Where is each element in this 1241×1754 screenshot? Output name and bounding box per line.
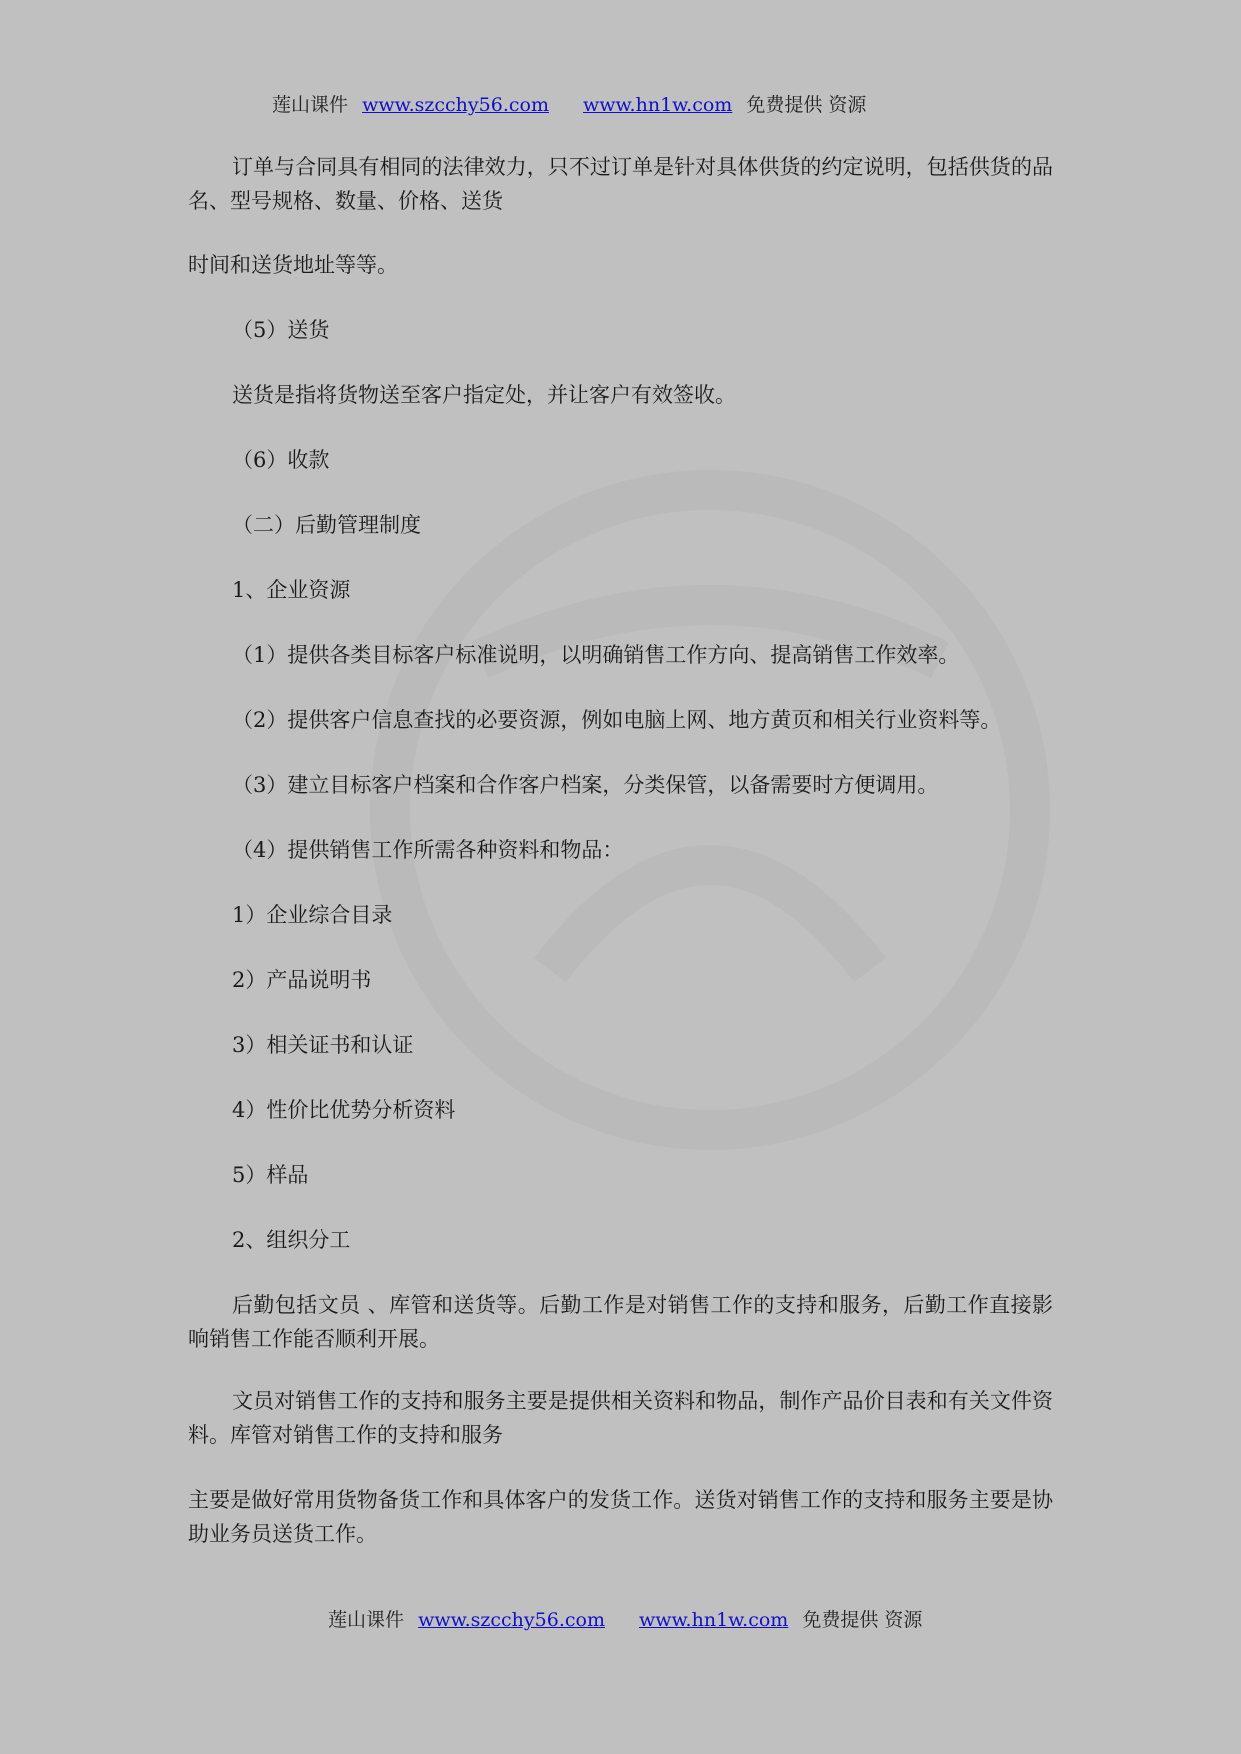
footer-link-hn1w[interactable]: www.hn1w.com [639,1609,789,1631]
footer-site-name: 莲山课件 [328,1609,405,1631]
header-tail: 免费提供 资源 [746,94,867,116]
subsection-resources: 1、企业资源 [232,578,351,602]
sub-list-item-1: 1）企业综合目录 [232,903,393,927]
page-header [272,90,866,117]
paragraph-order-cont: 时间和送货地址等等。 [188,253,398,277]
heading-collection: （6）收款 [232,448,330,472]
subsection-division: 2、组织分工 [232,1228,351,1252]
header-link-hn1w[interactable]: www.hn1w.com [583,94,733,116]
sub-list-item-5: 5）样品 [232,1163,309,1187]
sub-list-item-3: 3）相关证书和认证 [232,1033,414,1057]
sub-list-item-2: 2）产品说明书 [232,968,372,992]
header-site-name: 莲山课件 [272,94,349,116]
page-footer [328,1605,922,1632]
paragraph-logistics-scope: 后勤包括文员 、库管和送货等。后勤工作是对销售工作的支持和服务，后勤工作直接影响销售工作能否顺利开展。 [188,1293,1053,1351]
list-item-1: （1）提供各类目标客户标准说明，以明确销售工作方向、提高销售工作效率。 [232,643,960,667]
sub-list-item-4: 4）性价比优势分析资料 [232,1098,456,1122]
list-item-2: （2）提供客户信息查找的必要资源，例如电脑上网、地方黄页和相关行业资料等。 [232,708,1002,732]
footer-link-szcchy56[interactable]: www.szcchy56.com [418,1609,605,1631]
header-link-szcchy56[interactable]: www.szcchy56.com [362,94,549,116]
paragraph-warehouse-support: 主要是做好常用货物备货工作和具体客户的发货工作。送货对销售工作的支持和服务主要是协助业务员送货工作。 [188,1488,1053,1546]
list-item-4: （4）提供销售工作所需各种资料和物品： [232,838,624,862]
watermark-logo [330,430,1090,1190]
paragraph-order: 订单与合同具有相同的法律效力，只不过订单是针对具体供货的约定说明，包括供货的品名、型号规格、数量、价格、送货 [188,155,1053,213]
list-item-3: （3）建立目标客户档案和合作客户档案，分类保管，以备需要时方便调用。 [232,773,939,797]
footer-tail: 免费提供 资源 [802,1609,923,1631]
paragraph-clerk-support: 文员对销售工作的支持和服务主要是提供相关资料和物品，制作产品价目表和有关文件资料。库管对销售工作的支持和服务 [188,1389,1053,1447]
heading-delivery: （5）送货 [232,318,330,342]
paragraph-delivery: 送货是指将货物送至客户指定处，并让客户有效签收。 [232,383,736,407]
section-logistics: （二）后勤管理制度 [232,513,421,537]
